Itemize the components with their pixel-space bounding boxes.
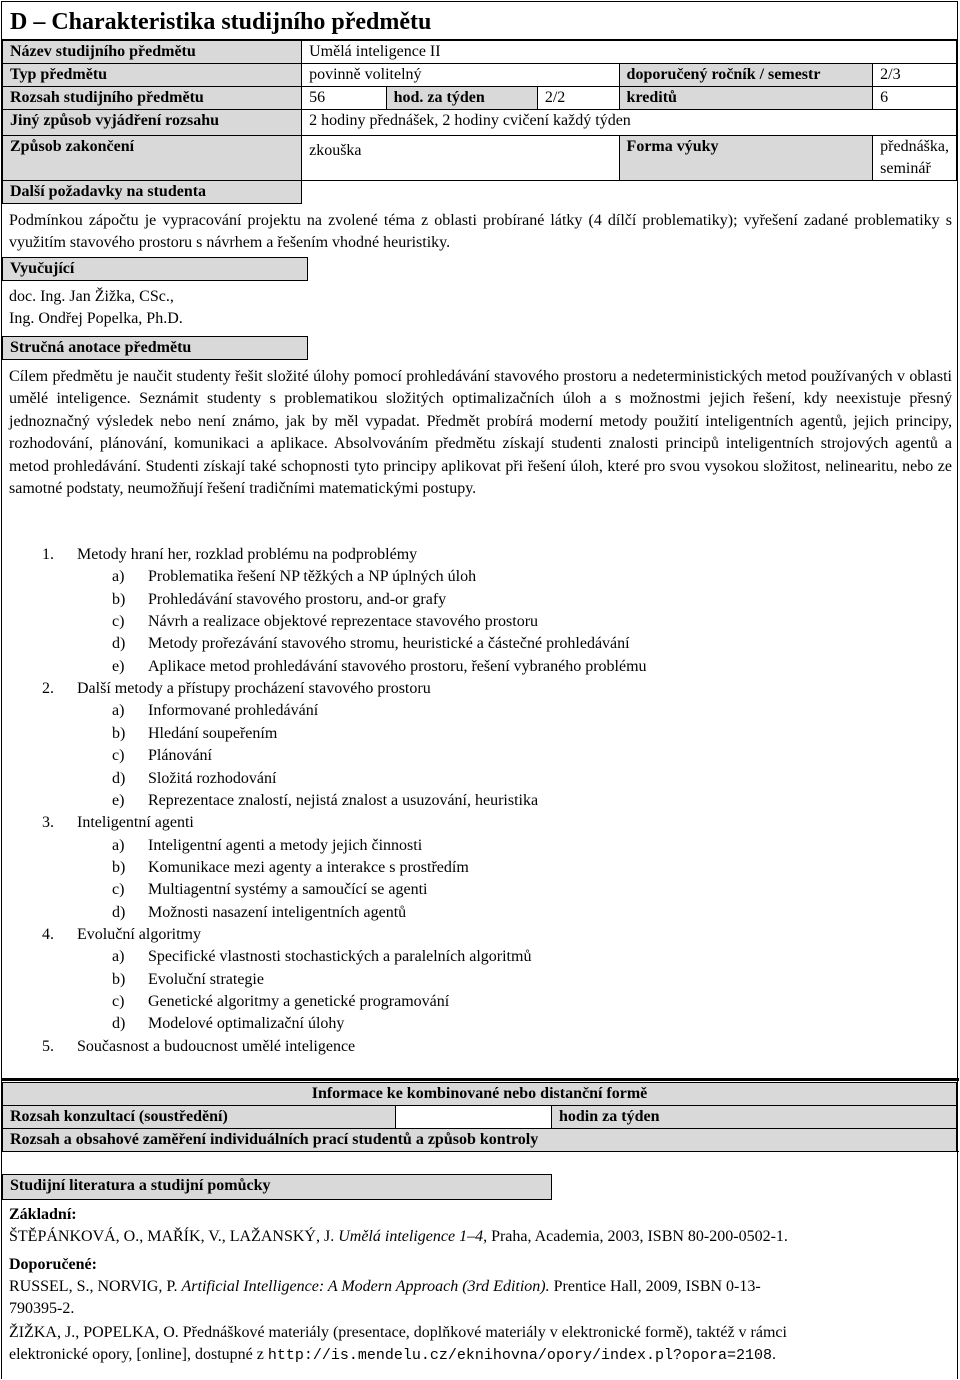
subtopic-title: Metody prořezávání stavového stromu, heuristické a částečné prohledávání xyxy=(148,635,630,653)
subtopic-letter: b) xyxy=(112,858,126,876)
subtopic-title: Prohledávání stavového prostoru, and-or grafy xyxy=(148,590,447,608)
subtopic-title: Hledání soupeřením xyxy=(148,724,278,742)
subtopic-letter: d) xyxy=(112,635,126,653)
individual-work-label: Rozsah a obsahové zaměření individuálních prací studentů a způsob kontroly xyxy=(3,1129,957,1152)
subtopic-letter: a) xyxy=(112,702,125,720)
consultation-scope-label: Rozsah konzultací (soustředění) xyxy=(3,1106,396,1129)
subtopic-letter: b) xyxy=(112,970,126,988)
page-title: D – Charakteristika studijního předmětu xyxy=(2,2,957,40)
requirements-blank xyxy=(302,181,957,204)
topic-title: Další metody a přístupy procházení stavového prostoru xyxy=(77,680,431,698)
recommended-1-authors: RUSSEL, S., NORVIG, P. xyxy=(9,1278,178,1295)
teaching-form-label: Forma výuky xyxy=(619,136,873,181)
recommended-1-isbn-end: 790395-2. xyxy=(9,1300,75,1317)
recommended-1-title: Artificial Intelligence: A Modern Approach (3rd Edition). xyxy=(181,1278,550,1295)
topic-number: 4. xyxy=(42,925,54,943)
credits-label: kreditů xyxy=(619,87,873,110)
section-divider xyxy=(2,1078,959,1081)
hours-week-label: hod. za týden xyxy=(386,87,537,110)
subtopic-title: Možnosti nasazení inteligentních agentů xyxy=(148,903,407,921)
course-name-label: Název studijního předmětu xyxy=(3,41,302,64)
credits-value: 6 xyxy=(873,87,957,110)
course-scope-value: 56 xyxy=(302,87,387,110)
recommended-2-details: Přednáškové materiály (presentace, doplňkové materiály v elektronické formě), taktéž v rámci xyxy=(178,1324,787,1341)
year-semester-value: 2/3 xyxy=(873,64,957,87)
topic-title: Současnost a budoucnost umělé inteligence xyxy=(77,1037,356,1055)
course-name-value: Umělá inteligence II xyxy=(302,41,957,64)
subtopic-title: Specifické vlastnosti stochastických a paralelních algoritmů xyxy=(148,948,532,966)
annotation-label: Stručná anotace předmětu xyxy=(2,336,308,360)
subtopic-title: Složitá rozhodování xyxy=(148,769,277,787)
subtopic-letter: e) xyxy=(112,791,125,809)
subtopic-title: Aplikace metod prohledávání stavového prostoru, řešení vybraného problému xyxy=(148,657,647,675)
course-type-value: povinně volitelný xyxy=(302,64,619,87)
requirements-label: Další požadavky na studenta xyxy=(3,181,302,204)
topic-number: 2. xyxy=(42,680,54,698)
other-scope-label: Jiný způsob vyjádření rozsahu xyxy=(3,110,302,136)
subtopic-letter: e) xyxy=(112,657,125,675)
subtopic-letter: b) xyxy=(112,590,126,608)
topic-title: Evoluční algoritmy xyxy=(77,925,201,943)
recommended-literature-label: Doporučené: xyxy=(9,1256,97,1273)
subtopic-letter: c) xyxy=(112,747,125,765)
topic-title: Inteligentní agenti xyxy=(77,814,194,832)
teaching-form-lecture: přednáška, xyxy=(880,138,949,155)
teachers-label: Vyučující xyxy=(2,257,308,281)
subtopic-title: Evoluční strategie xyxy=(148,970,264,988)
course-scope-label: Rozsah studijního předmětu xyxy=(3,87,302,110)
recommended-2-line2: elektronické opory, [online], dostupné z xyxy=(9,1346,268,1363)
subtopic-title: Problematika řešení NP těžkých a NP úplných úloh xyxy=(148,568,477,586)
subtopic-title: Genetické algoritmy a genetické programování xyxy=(148,993,450,1010)
topic-number: 5. xyxy=(42,1037,54,1055)
course-type-label: Typ předmětu xyxy=(3,64,302,87)
section-divider-2 xyxy=(2,1151,959,1152)
combined-form-header: Informace ke kombinované nebo distanční formě xyxy=(3,1083,957,1106)
subtopic-letter: d) xyxy=(112,903,126,921)
teacher-2: Ing. Ondřej Popelka, Ph.D. xyxy=(9,310,183,327)
subtopic-letter: a) xyxy=(112,948,125,966)
subtopic-title: Inteligentní agenti a metody jejich činnosti xyxy=(148,836,423,854)
recommended-2-authors: ŽIŽKA, J., POPELKA, O. xyxy=(9,1324,179,1341)
subtopic-letter: c) xyxy=(112,613,125,631)
requirements-text: Podmínkou zápočtu je vypracování projektu na zvolené téma z oblasti probírané látky (4 dílčí problematiky); vyřešení zadané problematiky s využitím stavového prostoru s návrhem a řešením vhodné heuristiky. xyxy=(9,212,952,252)
recommended-entry-1 xyxy=(9,1276,952,1320)
hours-week-value: 2/2 xyxy=(537,87,619,110)
completion-value: zkouška xyxy=(302,136,619,181)
basic-literature-details: , Praha, Academia, 2003, ISBN 80-200-0502-1. xyxy=(483,1228,788,1245)
subtopic-title: Modelové optimalizační úlohy xyxy=(148,1015,345,1033)
recommended-2-end: . xyxy=(771,1346,776,1363)
topic-number: 1. xyxy=(42,546,54,563)
consultation-scope-value xyxy=(396,1106,552,1129)
subtopic-letter: c) xyxy=(112,993,125,1010)
subtopic-letter: d) xyxy=(112,769,126,787)
literature-label: Studijní literatura a studijní pomůcky xyxy=(2,1174,552,1200)
topic-title: Metody hraní her, rozklad problému na podproblémy xyxy=(77,546,418,563)
recommended-1-details: Prentice Hall, 2009, ISBN 0-13- xyxy=(549,1278,761,1295)
subtopic-title: Multiagentní systémy a samoučící se agenti xyxy=(148,881,428,899)
basic-literature-entry xyxy=(9,1226,788,1248)
subtopic-title: Informované prohledávání xyxy=(148,702,319,720)
topic-number: 3. xyxy=(42,814,54,832)
basic-literature-title: Umělá inteligence 1–4 xyxy=(338,1228,484,1245)
subtopic-letter: c) xyxy=(112,881,125,899)
teaching-form-seminar: seminář xyxy=(880,160,931,177)
subtopic-title: Plánování xyxy=(148,747,212,765)
subtopic-letter: a) xyxy=(112,836,125,854)
basic-literature-authors: ŠTĚPÁNKOVÁ, O., MAŘÍK, V., LAŽANSKÝ, J. xyxy=(9,1228,335,1245)
opora-link[interactable]: http://is.mendelu.cz/eknihovna/opory/index.pl?opora=2108 xyxy=(267,1347,772,1364)
other-scope-value: 2 hodiny přednášek, 2 hodiny cvičení každý týden xyxy=(302,110,957,136)
course-sheet xyxy=(1,1,958,1379)
teacher-1: doc. Ing. Jan Žižka, CSc., xyxy=(9,288,174,305)
teaching-form-value xyxy=(873,136,957,181)
subtopic-letter: a) xyxy=(112,568,125,586)
hours-per-week-label: hodin za týden xyxy=(552,1106,957,1129)
subtopic-title: Komunikace mezi agenty a interakce s prostředím xyxy=(148,858,469,876)
recommended-entry-2 xyxy=(9,1322,952,1367)
subtopic-title: Návrh a realizace objektové reprezentace stavového prostoru xyxy=(148,613,539,631)
subtopic-title: Reprezentace znalostí, nejistá znalost a usuzování, heuristika xyxy=(148,791,539,809)
combined-form-table xyxy=(2,1082,957,1152)
subtopic-letter: d) xyxy=(112,1015,126,1033)
year-semester-label: doporučený ročník / semestr xyxy=(619,64,873,87)
course-info-table xyxy=(2,40,957,204)
completion-label: Způsob zakončení xyxy=(3,136,302,181)
basic-literature-label: Základní: xyxy=(9,1206,77,1223)
subtopic-letter: b) xyxy=(112,724,126,742)
annotation-text: Cílem předmětu je naučit studenty řešit složité úlohy pomocí prohledávání stavového prostoru a nedeterministických metod používaných v oblasti umělé inteligence. Seznámit studenty s problematikou složitých optimalizačních úloh a s možnostmi jejich řešení, kdy neexistuje přesný jednoznačný výsledek nebo není známo, jak by měl vypadat. Předmět probírá moderní metody použití inteligentních agentů, jejich principy, rozhodování, plánování, komunikaci a aplikace. Absolvováním předmětu získají studenti znalosti principů inteligentních strojových agentů a metod prohledávání. Studenti získají také schopnosti tyto principy aplikovat při řešení úloh, které pro svou vysokou složitost, nelinearitu, nebo ze samotné podstaty, neumožňují řešení tradičními matematickými postupy. xyxy=(9,368,952,498)
